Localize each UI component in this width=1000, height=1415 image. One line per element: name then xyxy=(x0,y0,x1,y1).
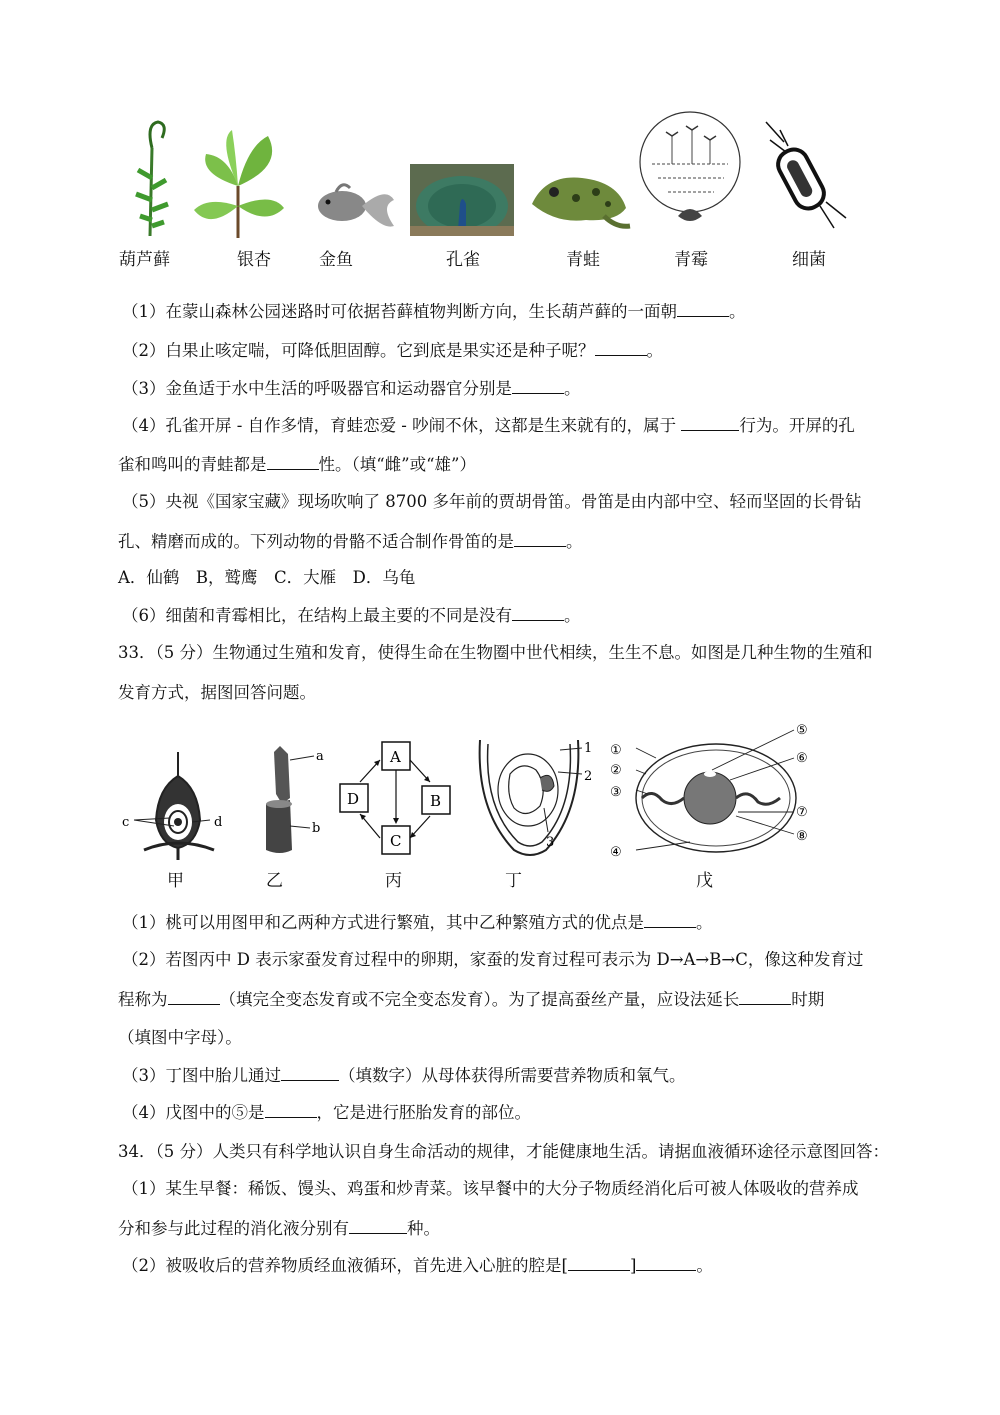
q32-part3: （3）金鱼适于水中生活的呼吸器官和运动器官分别是 。 xyxy=(122,379,581,398)
fig-label-wu: 戊 xyxy=(696,871,713,891)
bacterium-image xyxy=(760,118,848,236)
q34-part1-line2: 分和参与此过程的消化液分别有 种。 xyxy=(118,1219,440,1238)
figure-wu-egg xyxy=(608,718,822,860)
q32-part1: （1）在蒙山森林公园迷路时可依据苔藓植物判断方向，生长葫芦藓的一面朝 。 xyxy=(122,302,746,321)
q33-part2-line3: （填图中字母）。 xyxy=(118,1028,242,1047)
wu-label-3: ③ xyxy=(610,785,622,800)
answer-blank[interactable] xyxy=(267,455,319,470)
answer-blank[interactable] xyxy=(168,990,220,1005)
q33-part2-line2: 程称为 （填完全变态发育或不完全变态发育）。为了提高蚕丝产量，应设法延长 时期 xyxy=(118,990,825,1009)
label-moss: 葫芦藓 xyxy=(119,250,170,270)
answer-blank[interactable] xyxy=(739,990,791,1005)
bing-label-A: A xyxy=(390,748,401,766)
wu-label-7: ⑦ xyxy=(796,805,808,820)
q32-part5-line1: （5）央视《国家宝藏》现场吹响了 8700 多年前的贾胡骨笛。骨笛是由内部中空、轻而坚固的长骨钻 xyxy=(122,492,862,511)
q34-part2: （2）被吸收后的营养物质经血液循环，首先进入心脏的腔是[ ] 。 xyxy=(122,1256,713,1275)
bing-label-B: B xyxy=(430,792,442,810)
answer-blank[interactable] xyxy=(681,416,739,431)
q32-part5-line2: 孔、精磨而成的。下列动物的骨骼不适合制作骨笛的是 。 xyxy=(118,532,583,551)
ding-label-3: 3 xyxy=(546,835,555,850)
q32-options: A．仙鹤 B，鹫鹰 C．大雁 D．乌龟 xyxy=(118,568,416,587)
q33-heading-line1: 33．（5 分）生物通过生殖和发育，使得生命在生物圈中世代相续，生生不息。如图是几种生物的生殖和 xyxy=(118,643,873,662)
answer-blank[interactable] xyxy=(677,302,729,317)
figure-ding-fetus xyxy=(470,730,602,862)
wu-label-6: ⑥ xyxy=(796,751,808,766)
answer-blank[interactable] xyxy=(568,1256,630,1271)
penicillium-image xyxy=(638,106,742,236)
fig-label-bing: 丙 xyxy=(385,871,402,891)
q33-heading-line2: 发育方式，据图回答问题。 xyxy=(118,683,316,702)
bing-label-D: D xyxy=(347,790,360,808)
answer-blank[interactable] xyxy=(595,341,647,356)
peacock-image xyxy=(410,164,514,236)
q34-part1-line1: （1）某生早餐：稀饭、馒头、鸡蛋和炒青菜。该早餐中的大分子物质经消化后可被人体吸收的营养成 xyxy=(122,1179,859,1198)
q33-part3: （3）丁图中胎儿通过 （填数字）从母体获得所需要营养物质和氧气。 xyxy=(122,1066,686,1085)
yi-label-b: b xyxy=(312,821,321,836)
label-ginkgo: 银杏 xyxy=(237,250,271,270)
answer-blank[interactable] xyxy=(265,1103,317,1118)
q32-part4-line2: 雀和鸣叫的青蛙都是 性。（填“雌”或“雄”） xyxy=(118,455,476,474)
q33-part1: （1）桃可以用图甲和乙两种方式进行繁殖，其中乙种繁殖方式的优点是 。 xyxy=(122,913,713,932)
label-frog: 青蛙 xyxy=(566,250,600,270)
q33-part4: （4）戊图中的⑤是 ，它是进行胚胎发育的部位。 xyxy=(122,1103,531,1122)
wu-label-5: ⑤ xyxy=(796,723,808,738)
fig-label-jia: 甲 xyxy=(167,871,184,891)
fig-label-ding: 丁 xyxy=(505,871,522,891)
label-peacock: 孔雀 xyxy=(446,250,480,270)
jia-label-d: d xyxy=(214,815,223,830)
goldfish-image xyxy=(310,178,398,236)
ding-label-1: 1 xyxy=(584,741,593,756)
bing-label-C: C xyxy=(390,832,402,850)
label-bacterium: 细菌 xyxy=(792,250,826,270)
wu-label-4: ④ xyxy=(610,845,622,860)
answer-blank[interactable] xyxy=(514,532,566,547)
label-goldfish: 金鱼 xyxy=(319,250,353,270)
wu-label-8: ⑧ xyxy=(796,829,808,844)
q32-part4-line1: （4）孔雀开屏 - 自作多情，育蛙恋爱 - 吵闹不休，这都是生来就有的，属于 行为。开屏的孔 xyxy=(122,416,855,435)
wu-label-1: ① xyxy=(610,743,622,758)
answer-blank[interactable] xyxy=(512,379,564,394)
answer-blank[interactable] xyxy=(349,1219,407,1234)
yi-label-a: a xyxy=(316,749,324,764)
moss-image xyxy=(128,118,178,240)
fig-label-yi: 乙 xyxy=(266,871,283,891)
q34-heading: 34．（5 分）人类只有科学地认识自身生命活动的规律，才能健康地生活。请据血液循环途径示意图回答： xyxy=(118,1142,889,1161)
wu-label-2: ② xyxy=(610,763,622,778)
answer-blank[interactable] xyxy=(281,1066,339,1081)
q33-part2-line1: （2）若图丙中 D 表示家蚕发育过程中的卵期，家蚕的发育过程可表示为 D→A→B→C，像这种发育过 xyxy=(122,950,864,969)
frog-image xyxy=(526,168,632,230)
ginkgo-image xyxy=(188,126,288,240)
answer-blank[interactable] xyxy=(636,1256,696,1271)
figure-yi-grafting xyxy=(246,742,326,860)
answer-blank[interactable] xyxy=(644,913,696,928)
figure-bing-cycle xyxy=(338,740,462,858)
jia-label-c: c xyxy=(122,815,130,830)
ding-label-2: 2 xyxy=(584,769,593,784)
answer-blank[interactable] xyxy=(512,606,564,621)
q32-part6: （6）细菌和青霉相比，在结构上最主要的不同是没有 。 xyxy=(122,606,581,625)
label-penicillium: 青霉 xyxy=(674,250,708,270)
q32-part2: （2）白果止咳定喘，可降低胆固醇。它到底是果实还是种子呢？ 。 xyxy=(122,341,663,360)
figure-jia-pistil xyxy=(120,748,230,860)
